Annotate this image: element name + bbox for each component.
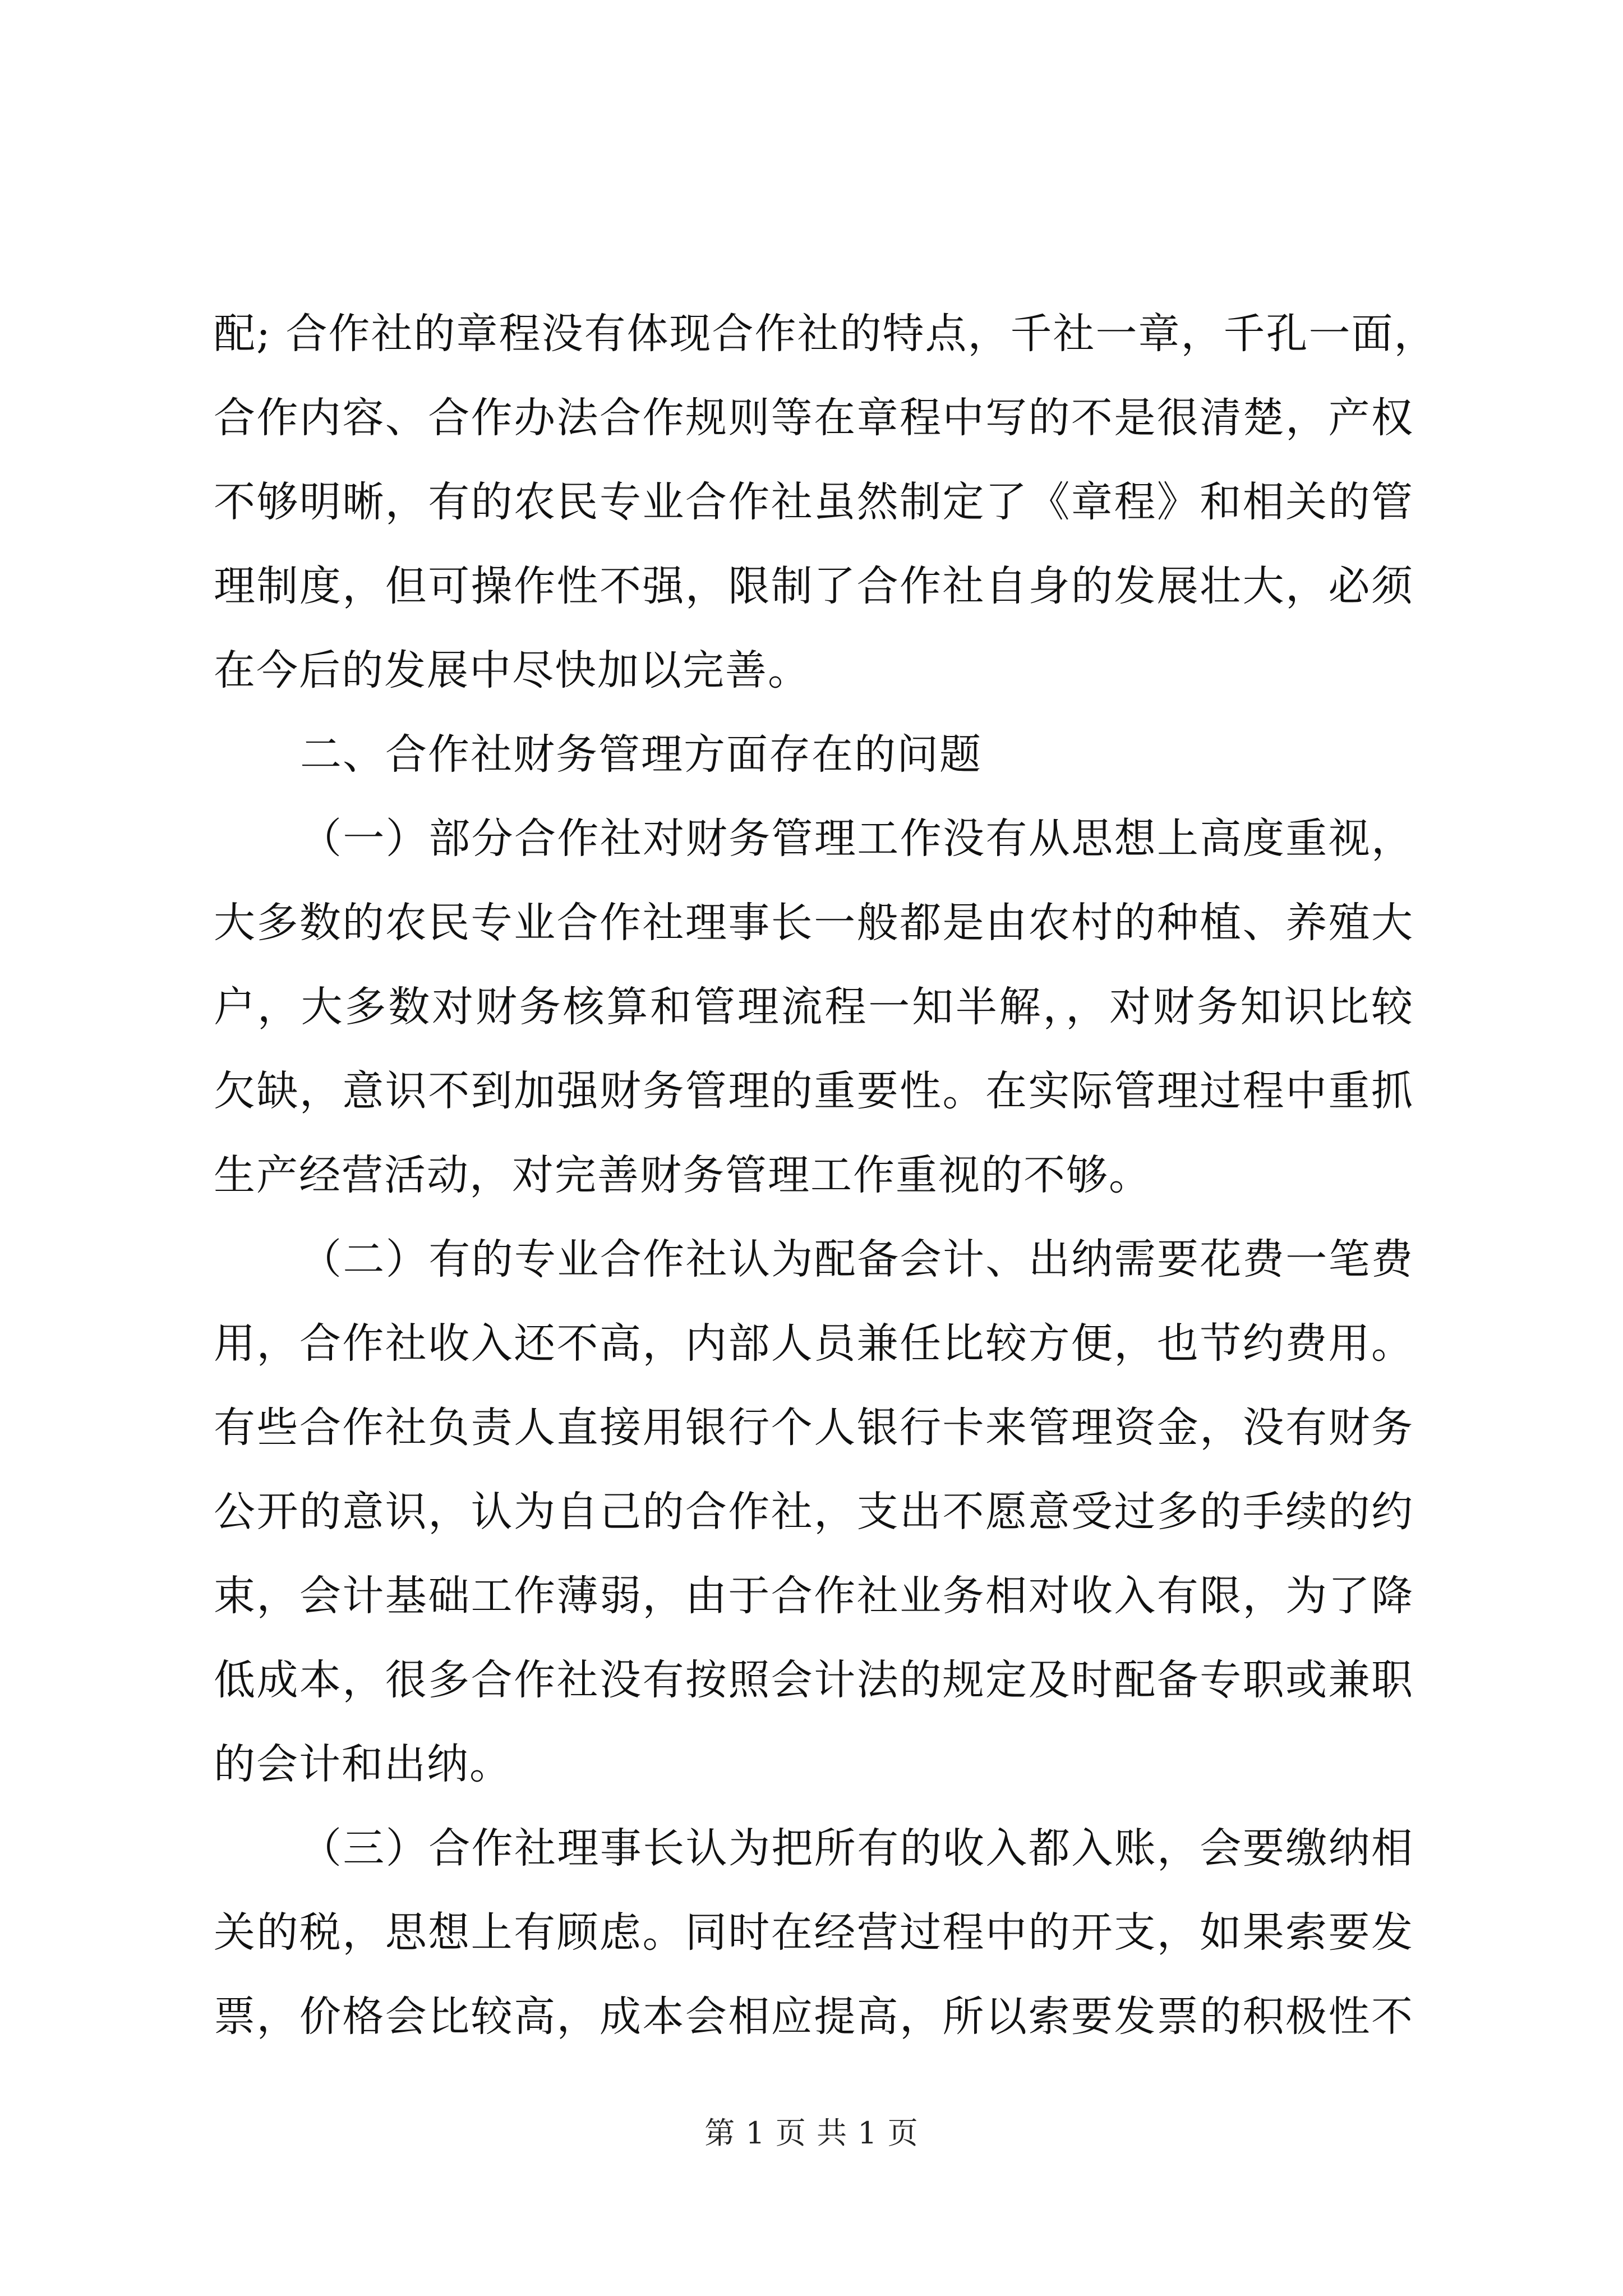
paragraph-line: 不够明晰，有的农民专业合作社虽然制定了《章程》和相关的管	[214, 478, 1414, 526]
paragraph-line: 低成本，很多合作社没有按照会计法的规定及时配备专职或兼职	[214, 1656, 1414, 1704]
section-heading: 二、合作社财务管理方面存在的问题	[300, 730, 982, 779]
paragraph-line: 户，大多数对财务核算和管理流程一知半解，，对财务知识比较	[214, 983, 1414, 1031]
paragraph-line: 的会计和出纳。	[214, 1740, 512, 1788]
paragraph-line: （二）有的专业合作社认为配备会计、出纳需要花费一笔费	[300, 1235, 1414, 1283]
paragraph-line: 票，价格会比较高，成本会相应提高，所以索要发票的积极性不	[214, 1993, 1414, 2041]
paragraph-line: 欠缺，意识不到加强财务管理的重要性。在实际管理过程中重抓	[214, 1067, 1414, 1115]
paragraph-line: 理制度，但可操作性不强，限制了合作社自身的发展壮大，必须	[214, 562, 1414, 610]
paragraph-line: 关的税，思想上有顾虑。同时在经营过程中的开支，如果索要发	[214, 1908, 1414, 1957]
paragraph-line: 大多数的农民专业合作社理事长一般都是由农村的种植、养殖大	[214, 899, 1414, 947]
page-footer: 第 1 页 共 1 页	[704, 2115, 919, 2151]
paragraph-line: 在今后的发展中尽快加以完善。	[214, 646, 810, 694]
paragraph-line: 用，合作社收入还不高，内部人员兼任比较方便，也节约费用。	[214, 1319, 1414, 1368]
paragraph-line: 合作内容、合作办法合作规则等在章程中写的不是很清楚，产权	[214, 394, 1414, 442]
paragraph-line: （一）部分合作社对财务管理工作没有从思想上高度重视，	[300, 815, 1414, 863]
paragraph-line: 有些合作社负责人直接用银行个人银行卡来管理资金，没有财务	[214, 1404, 1414, 1452]
paragraph-line: 束，会计基础工作薄弱，由于合作社业务相对收入有限，为了降	[214, 1572, 1414, 1620]
paragraph-line: 公开的意识，认为自己的合作社，支出不愿意受过多的手续的约	[214, 1488, 1414, 1536]
paragraph-line: （三）合作社理事长认为把所有的收入都入账，会要缴纳相	[300, 1824, 1414, 1872]
paragraph-line: 生产经营活动，对完善财务管理工作重视的不够。	[214, 1151, 1151, 1199]
paragraph-line: 配; 合作社的章程没有体现合作社的特点，千社一章，千孔一面，	[214, 310, 1437, 358]
